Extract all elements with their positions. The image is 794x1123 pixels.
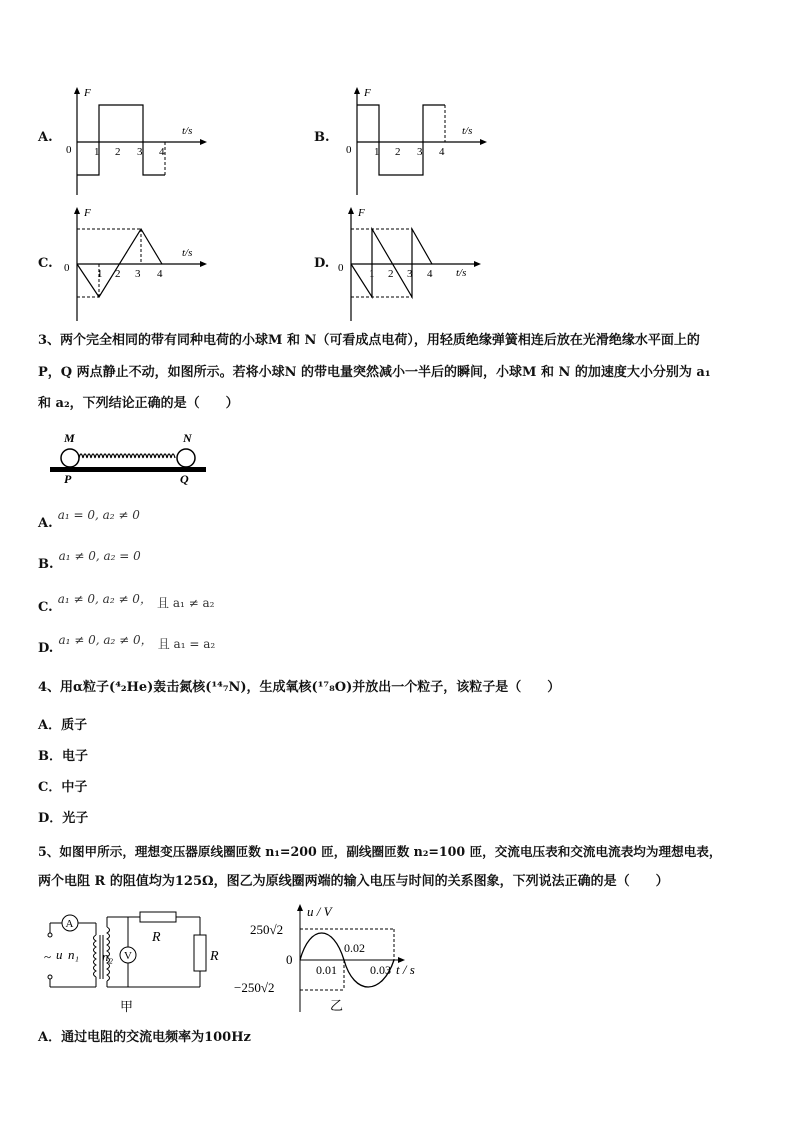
svg-text:1: 1 xyxy=(94,146,100,158)
graph-option-b xyxy=(342,85,492,197)
svg-text:A: A xyxy=(65,918,74,930)
spring xyxy=(79,454,175,458)
svg-text:P: P xyxy=(64,472,72,486)
q3-option-d: D. $^{a_1 \ne 0, a_2 \ne 0,}$ $^{且 a_1 = a_2}$ xyxy=(38,633,216,656)
svg-text:R: R xyxy=(152,930,161,945)
ball-n-label: N xyxy=(183,431,192,445)
option-a-label: A. xyxy=(38,130,53,145)
graph-option-a xyxy=(62,85,212,197)
q3-line3: 和 a₂，下列结论正确的是（ ） xyxy=(38,396,239,411)
svg-text:Q: Q xyxy=(180,472,189,486)
svg-text:F: F xyxy=(358,207,365,219)
svg-text:−250√2: −250√2 xyxy=(234,980,275,995)
svg-text:0: 0 xyxy=(346,144,352,156)
graph-option-d xyxy=(336,205,486,323)
ball-m xyxy=(61,449,79,467)
svg-text:F: F xyxy=(84,207,91,219)
q5-option-a: A．通过电阻的交流电频率为100Hz xyxy=(38,1030,251,1045)
graph-option-c xyxy=(62,205,212,323)
svg-text:0.01: 0.01 xyxy=(316,963,337,977)
q4-option-c: C．中子 xyxy=(38,780,88,795)
q5-line1: 5、如图甲所示，理想变压器原线圈匝数 n₁=200 匝，副线圈匝数 n₂=100 匝，交流电压表和交流电流表均为理想电表， xyxy=(38,844,722,859)
svg-text:t / s: t / s xyxy=(396,962,415,977)
svg-text:250√2: 250√2 xyxy=(250,922,284,937)
svg-text:0: 0 xyxy=(64,262,70,274)
option-c-label: C. xyxy=(38,256,53,271)
q5-circuit-jia xyxy=(40,905,220,1015)
svg-text:4: 4 xyxy=(439,146,445,158)
svg-text:0.03: 0.03 xyxy=(370,963,391,977)
svg-text:2: 2 xyxy=(115,146,121,158)
axis-y-label: F xyxy=(84,87,91,99)
svg-text:0: 0 xyxy=(286,952,293,967)
svg-text:u / V: u / V xyxy=(307,904,332,919)
q3-option-a: A. $^{a_1 = 0, a_2 \ne 0}$ xyxy=(38,508,140,531)
svg-text:2: 2 xyxy=(115,268,121,280)
svg-text:2: 2 xyxy=(388,268,394,280)
q3-option-b: B. $^{a_1 \ne 0, a_2 = 0}$ xyxy=(38,549,141,572)
svg-text:~: ~ xyxy=(44,949,52,964)
svg-text:4: 4 xyxy=(157,268,163,280)
svg-text:F: F xyxy=(364,87,371,99)
option-d-label: D. xyxy=(314,256,330,271)
option-b-label: B. xyxy=(314,130,330,145)
svg-text:4: 4 xyxy=(159,146,165,158)
svg-text:t/s: t/s xyxy=(456,267,467,279)
q3-line2: P，Q 两点静止不动，如图所示。若将小球N 的带电量突然减小一半后的瞬间，小球M 和 N 的加速度大小分别为 a₁ xyxy=(38,365,711,380)
svg-text:3: 3 xyxy=(135,268,141,280)
svg-text:4: 4 xyxy=(427,268,433,280)
svg-text:3: 3 xyxy=(407,268,413,280)
svg-text:1: 1 xyxy=(97,268,103,280)
svg-text:0: 0 xyxy=(66,144,72,156)
svg-text:2: 2 xyxy=(395,146,401,158)
svg-text:t/s: t/s xyxy=(462,125,473,137)
ball-n xyxy=(177,449,195,467)
svg-text:n₁: n₁ xyxy=(68,947,80,962)
svg-text:乙: 乙 xyxy=(330,998,344,1013)
q4-option-b: B．电子 xyxy=(38,749,88,764)
q4-option-d: D．光子 xyxy=(38,811,89,826)
q5-line2: 两个电阻 R 的阻值均为125Ω，图乙为原线圈两端的输入电压与时间的关系图象，下列说法正确的是（ ） xyxy=(38,874,669,889)
svg-text:甲: 甲 xyxy=(120,999,134,1014)
q5-voltage-graph-yi xyxy=(232,902,432,1017)
q4-stem: 4、用α粒子(⁴₂He)轰击氮核(¹⁴₇N)，生成氧核(¹⁷₈O)并放出一个粒子，该粒子是（ ） xyxy=(38,680,561,695)
svg-text:1: 1 xyxy=(369,268,375,280)
svg-text:1: 1 xyxy=(374,146,380,158)
axis-x-label: t/s xyxy=(182,125,193,137)
svg-text:0.02: 0.02 xyxy=(344,941,365,955)
svg-text:n₂: n₂ xyxy=(102,949,114,964)
q3-option-c: C. $^{a_1 \ne 0, a_2 \ne 0,}$ $^{且 a_1 \ne a_2}$ xyxy=(38,592,215,615)
svg-text:3: 3 xyxy=(417,146,423,158)
q4-option-a: A．质子 xyxy=(38,718,88,733)
q3-spring-figure xyxy=(44,430,212,486)
resistor-right xyxy=(194,935,206,971)
svg-text:V: V xyxy=(124,950,132,962)
q3-line1: 3、两个完全相同的带有同种电荷的小球M 和 N（可看成点电荷），用轻质绝缘弹簧相连后放在光滑绝缘水平面上的 xyxy=(38,333,700,348)
resistor-top xyxy=(140,912,176,922)
svg-text:u: u xyxy=(56,947,63,962)
ball-m-label: M xyxy=(64,431,75,445)
svg-text:3: 3 xyxy=(137,146,143,158)
svg-text:R: R xyxy=(210,949,219,964)
svg-text:t/s: t/s xyxy=(182,247,193,259)
svg-text:0: 0 xyxy=(338,262,344,274)
